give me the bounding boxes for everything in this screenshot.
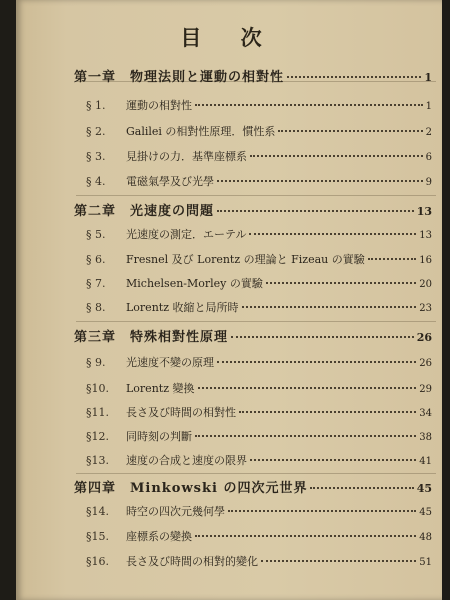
section-title: 長さ及び時間の相對的變化 — [126, 555, 258, 568]
section-page-number: 9 — [425, 177, 432, 188]
section-number: § 2. — [86, 125, 106, 138]
chapter-4-heading — [74, 477, 432, 496]
section-row — [86, 354, 432, 370]
section-title: 長さ及び時間の相對性 — [126, 406, 236, 419]
leader-dots — [266, 282, 416, 284]
leader-dots — [195, 435, 416, 437]
section-number: §14. — [86, 505, 109, 518]
chapter-page-number: 1 — [424, 71, 432, 84]
leader-dots — [368, 258, 417, 260]
section-page-number: 16 — [419, 255, 432, 266]
chapter-page-number: 13 — [416, 205, 432, 218]
section-page-number: 26 — [419, 358, 432, 369]
chapter-label: 第一章 物理法則と運動の相對性 — [74, 70, 285, 85]
leader-dots — [250, 459, 416, 461]
section-number: §13. — [86, 454, 109, 467]
leader-dots — [217, 361, 416, 363]
section-page-number: 20 — [419, 279, 432, 290]
section-title: 速度の合成と速度の限界 — [126, 454, 247, 467]
section-title: Fresnel 及び Lorentz の理論と Fizeau の實驗 — [126, 253, 365, 266]
section-page-number: 38 — [419, 432, 432, 443]
section-row — [86, 553, 432, 569]
leader-dots — [195, 535, 416, 537]
section-page-number: 23 — [419, 303, 432, 314]
leader-dots — [239, 411, 416, 413]
section-number: § 8. — [86, 301, 106, 314]
section-page-number: 51 — [419, 557, 432, 568]
section-title: 時空の四次元幾何學 — [126, 505, 225, 518]
section-page-number: 41 — [419, 456, 432, 467]
leader-dots — [231, 336, 414, 338]
leader-dots — [198, 387, 417, 389]
leader-dots — [217, 210, 414, 212]
leader-dots — [310, 487, 413, 489]
section-page-number: 13 — [419, 230, 432, 241]
section-row — [86, 123, 432, 139]
leader-dots — [242, 306, 417, 308]
chapter-label: 第二章 光速度の問題 — [74, 204, 215, 219]
section-number: §10. — [86, 382, 109, 395]
section-row — [86, 299, 432, 315]
leader-dots — [250, 155, 423, 157]
leader-dots — [261, 560, 416, 562]
chapter-page-number: 26 — [416, 331, 432, 344]
section-number: § 7. — [86, 277, 106, 290]
section-number: §11. — [86, 406, 109, 419]
leader-dots — [287, 76, 421, 78]
section-page-number: 29 — [419, 384, 432, 395]
section-title: 電磁氣學及び光學 — [126, 175, 214, 188]
section-row — [86, 503, 432, 519]
section-number: §15. — [86, 530, 109, 543]
leader-dots — [195, 104, 423, 106]
chapter-4-rule — [76, 473, 436, 474]
section-row — [86, 173, 432, 189]
section-row — [86, 380, 432, 396]
section-page-number: 45 — [419, 507, 432, 518]
chapter-3-heading — [74, 326, 432, 345]
chapter-page-number: 45 — [416, 482, 432, 495]
section-title: 光速度不變の原理 — [126, 356, 214, 369]
section-number: §12. — [86, 430, 109, 443]
chapter-label: 第三章 特殊相對性原理 — [74, 330, 229, 345]
section-number: §16. — [86, 555, 109, 568]
page-title: 目 次 — [180, 25, 278, 50]
leader-dots — [278, 130, 422, 132]
section-title: 見掛けの力．基準座標系 — [126, 150, 247, 163]
section-title: 座標系の變換 — [126, 530, 192, 543]
section-row — [86, 226, 432, 242]
section-number: § 1. — [86, 99, 106, 112]
section-page-number: 2 — [425, 127, 432, 138]
chapter-3-rule — [76, 321, 436, 322]
section-row — [86, 148, 432, 164]
section-row — [86, 251, 432, 267]
section-number: § 5. — [86, 228, 106, 241]
section-page-number: 34 — [419, 408, 432, 419]
section-number: § 9. — [86, 356, 106, 369]
section-row — [86, 404, 432, 420]
leader-dots — [249, 233, 416, 235]
section-title: Lorentz 變換 — [126, 382, 195, 395]
section-title: Lorentz 收縮と局所時 — [126, 301, 239, 314]
section-number: § 3. — [86, 150, 106, 163]
section-page-number: 48 — [419, 532, 432, 543]
leader-dots — [217, 180, 423, 182]
section-row — [86, 428, 432, 444]
chapter-label: 第四章 Minkowski の四次元世界 — [74, 481, 308, 496]
section-page-number: 1 — [425, 101, 432, 112]
chapter-2-rule — [76, 195, 436, 196]
section-number: § 6. — [86, 253, 106, 266]
section-row — [86, 97, 432, 113]
chapter-2-heading — [74, 200, 432, 219]
book-page — [16, 0, 442, 600]
section-row — [86, 452, 432, 468]
chapter-1-heading — [74, 66, 432, 85]
section-row — [86, 528, 432, 544]
section-title: 運動の相對性 — [126, 99, 192, 112]
section-title: Michelsen-Morley の實驗 — [126, 277, 263, 290]
section-title: 光速度の測定．エーテル — [126, 228, 247, 241]
section-title: Galilei の相對性原理．慣性系 — [126, 125, 276, 138]
section-row — [86, 275, 432, 291]
section-page-number: 6 — [425, 152, 432, 163]
section-number: § 4. — [86, 175, 106, 188]
section-title: 同時刻の判斷 — [126, 430, 192, 443]
leader-dots — [228, 510, 416, 512]
